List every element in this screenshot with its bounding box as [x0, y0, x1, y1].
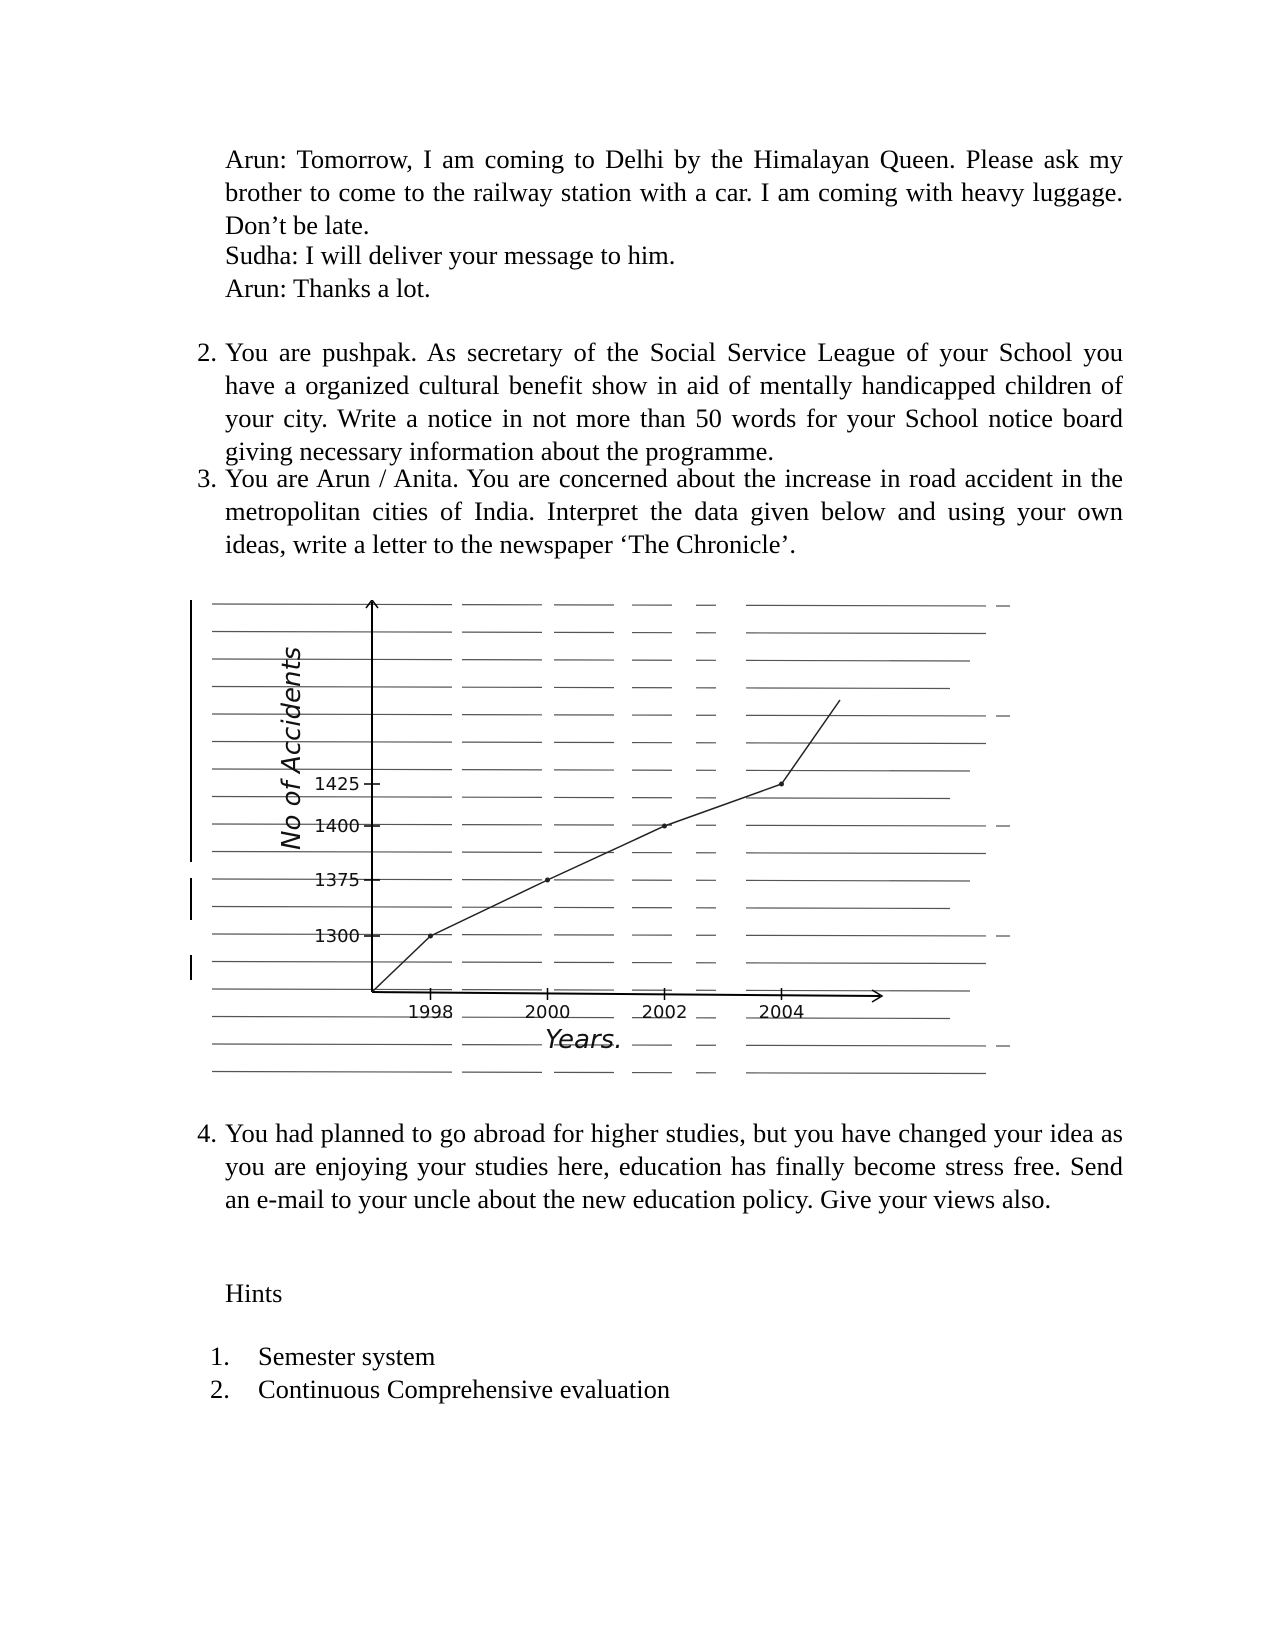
data-point	[662, 824, 667, 829]
series-line	[372, 700, 840, 992]
question-2-number: 2.	[197, 337, 217, 367]
dialogue-line-3: Arun: Thanks a lot.	[225, 273, 431, 303]
question-3-number: 3.	[197, 463, 217, 493]
data-point	[545, 878, 550, 883]
ruled-line	[212, 714, 1010, 716]
x-tick-label: 2002	[641, 1002, 688, 1023]
dialogue-line-2: Sudha: I will deliver your message to him.	[225, 240, 676, 270]
ruled-line	[212, 989, 970, 991]
question-4-text: You had planned to go abroad for higher studies, but you have changed your idea as you are enjoying your studies here, education has finally become stress free. Send an e-mail to your uncle about the new education policy. Give your views also.	[225, 1118, 1123, 1214]
ruled-line	[212, 632, 990, 634]
ruled-line	[212, 852, 990, 854]
dialogue-line-1: Arun: Tomorrow, I am coming to Delhi by the Himalayan Queen. Please ask my brother to come to the railway station with a car. I am coming with heavy luggage. Don’t be late.	[225, 144, 1123, 240]
y-tick-label: 1400	[314, 816, 360, 837]
x-tick-label: 2000	[524, 1002, 571, 1023]
y-tick-label: 1375	[314, 870, 360, 891]
ruled-line	[212, 962, 990, 964]
dialogue-arun-1	[225, 143, 1123, 242]
data-point	[779, 782, 784, 787]
ruled-line	[212, 1017, 950, 1019]
question-2-text: You are pushpak. As secretary of the Social Service League of your School you have a organized cultural benefit show in aid of mentally handicapped children of your city. Write a notice in not more than 50 words for your School notice board giving necessary information about the programme.	[225, 337, 1123, 466]
dialogue-arun-2	[225, 272, 1123, 305]
y-tick-label: 1425	[314, 774, 360, 795]
hint-2-number: 2.	[210, 1374, 230, 1404]
ruled-paper-lines	[212, 604, 1010, 1074]
hint-2-text: Continuous Comprehensive evaluation	[258, 1374, 671, 1404]
ruled-line	[212, 687, 950, 689]
y-axis-label: No of Accidents	[277, 646, 307, 850]
ruled-line	[212, 1072, 990, 1074]
x-tick-label: 1998	[407, 1002, 454, 1023]
ruled-line	[212, 907, 950, 909]
data-point	[428, 934, 433, 939]
x-tick-label: 2004	[758, 1002, 805, 1023]
chart-svg	[0, 600, 1275, 1150]
x-axis	[372, 992, 880, 996]
y-tick-label: 1300	[314, 926, 360, 947]
ruled-line	[212, 659, 970, 661]
hint-1-number: 1.	[210, 1341, 230, 1371]
question-4-number: 4.	[197, 1118, 217, 1148]
hint-1-text: Semester system	[258, 1341, 436, 1371]
ruled-line	[212, 797, 950, 799]
ruled-line	[212, 769, 970, 771]
x-axis-label: Years.	[545, 1025, 623, 1055]
y-tick-group	[314, 774, 380, 947]
ruled-line	[212, 604, 1010, 606]
series-group	[372, 700, 840, 992]
question-3-text: You are Arun / Anita. You are concerned about the increase in road accident in the metropolitan cities of India. Interpret the data given below and using your own ideas, write a letter to the newspaper ‘The Chronicle’.	[225, 463, 1123, 559]
ruled-line	[212, 742, 990, 744]
accident-line-chart	[0, 600, 1275, 1150]
hints-title: Hints	[225, 1278, 283, 1308]
dialogue-sudha	[225, 239, 1123, 272]
